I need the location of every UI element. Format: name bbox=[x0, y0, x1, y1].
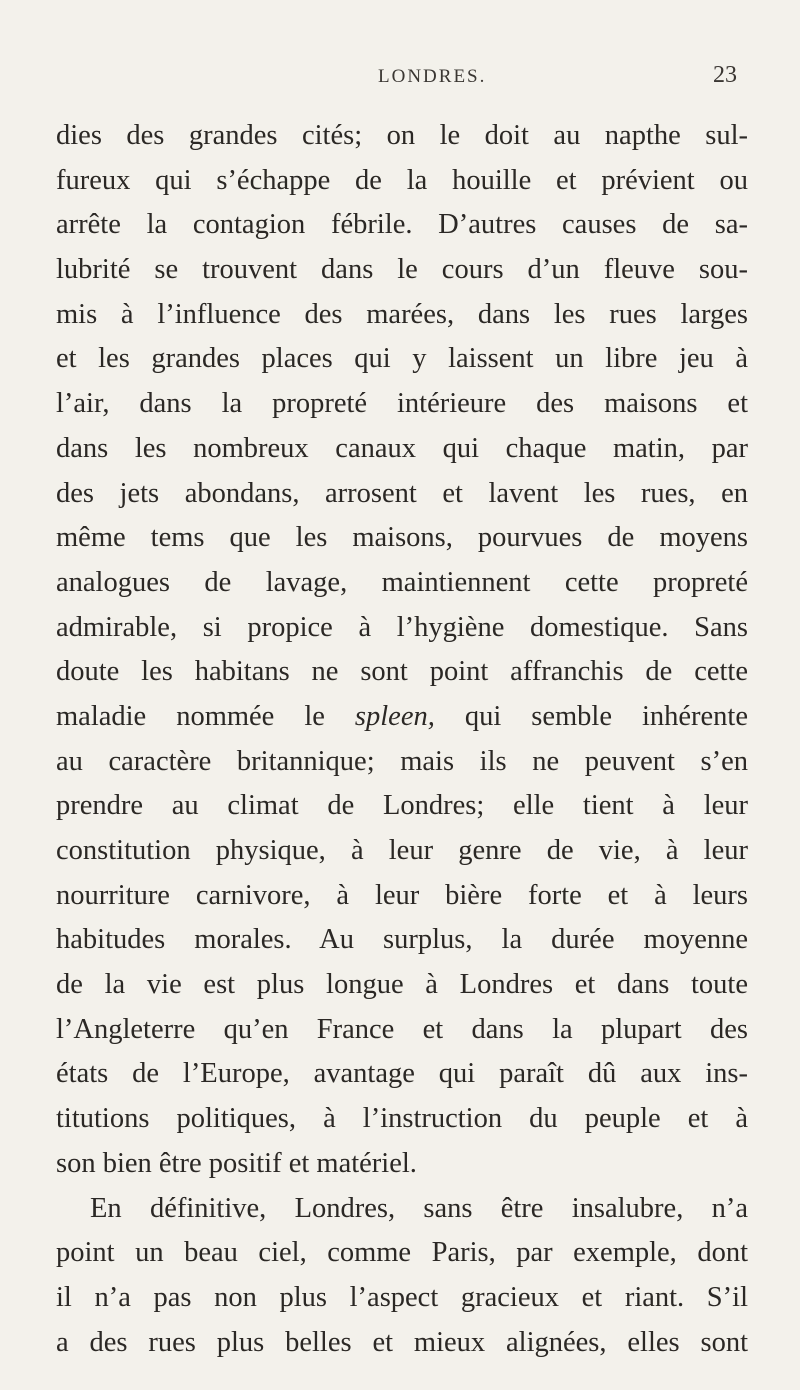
paragraph-start-line: En définitive, Londres, sans être insalubre, n’a bbox=[90, 1192, 748, 1224]
body-text bbox=[56, 114, 748, 1365]
text-line: dies des grandes cités; on le doit au napthe sul- bbox=[56, 120, 748, 151]
text-line: doute les habitans ne sont point affranchis de cette bbox=[56, 656, 748, 688]
text-line: il n’a pas non plus l’aspect gracieux et riant. S’il bbox=[56, 1281, 748, 1313]
text-line: l’Angleterre qu’en France et dans la plupart des bbox=[56, 1013, 748, 1045]
running-title: LONDRES. bbox=[378, 66, 487, 87]
text-line-with-italic bbox=[56, 695, 748, 740]
text-line: des jets abondans, arrosent et lavent les rues, en bbox=[56, 477, 748, 509]
text-line: dans les nombreux canaux qui chaque matin, par bbox=[56, 432, 748, 464]
text-line: au caractère britannique; mais ils ne peuvent s’en bbox=[56, 745, 748, 777]
page-number: 23 bbox=[713, 62, 737, 88]
text-run: maladie nommée le bbox=[56, 700, 355, 732]
text-line: analogues de lavage, maintiennent cette propreté bbox=[56, 566, 748, 598]
paragraph-end-line: son bien être positif et matériel. bbox=[56, 1147, 417, 1179]
running-header bbox=[0, 62, 800, 96]
text-line: admirable, si propice à l’hygiène domestique. Sans bbox=[56, 611, 748, 643]
text-line: fureux qui s’échappe de la houille et prévient ou bbox=[56, 164, 748, 196]
text-line: états de l’Europe, avantage qui paraît dû aux ins- bbox=[56, 1058, 748, 1090]
text-line: l’air, dans la propreté intérieure des maisons et bbox=[56, 388, 748, 420]
text-line: mis à l’influence des marées, dans les rues larges bbox=[56, 298, 748, 330]
text-line: constitution physique, à leur genre de vie, à leur bbox=[56, 835, 748, 866]
text-line: habitudes morales. Au surplus, la durée moyenne bbox=[56, 924, 748, 956]
text-line: de la vie est plus longue à Londres et dans toute bbox=[56, 969, 748, 1001]
text-line: a des rues plus belles et mieux alignées, elles sont bbox=[56, 1326, 748, 1358]
italic-word-spleen: spleen, bbox=[354, 700, 435, 732]
text-line: point un beau ciel, comme Paris, par exemple, dont bbox=[56, 1237, 748, 1269]
text-line: arrête la contagion fébrile. D’autres causes de sa- bbox=[56, 209, 748, 241]
text-line: lubrité se trouvent dans le cours d’un fleuve sou- bbox=[56, 254, 748, 286]
text-line: et les grandes places qui y laissent un libre jeu à bbox=[56, 343, 748, 375]
text-line: nourriture carnivore, à leur bière forte et à leurs bbox=[56, 879, 748, 911]
text-line: prendre au climat de Londres; elle tient à leur bbox=[56, 790, 748, 822]
text-line: même tems que les maisons, pourvues de moyens bbox=[56, 522, 748, 554]
text-run: qui semble inhérente bbox=[434, 700, 748, 732]
text-line: titutions politiques, à l’instruction du peuple et à bbox=[56, 1103, 748, 1135]
